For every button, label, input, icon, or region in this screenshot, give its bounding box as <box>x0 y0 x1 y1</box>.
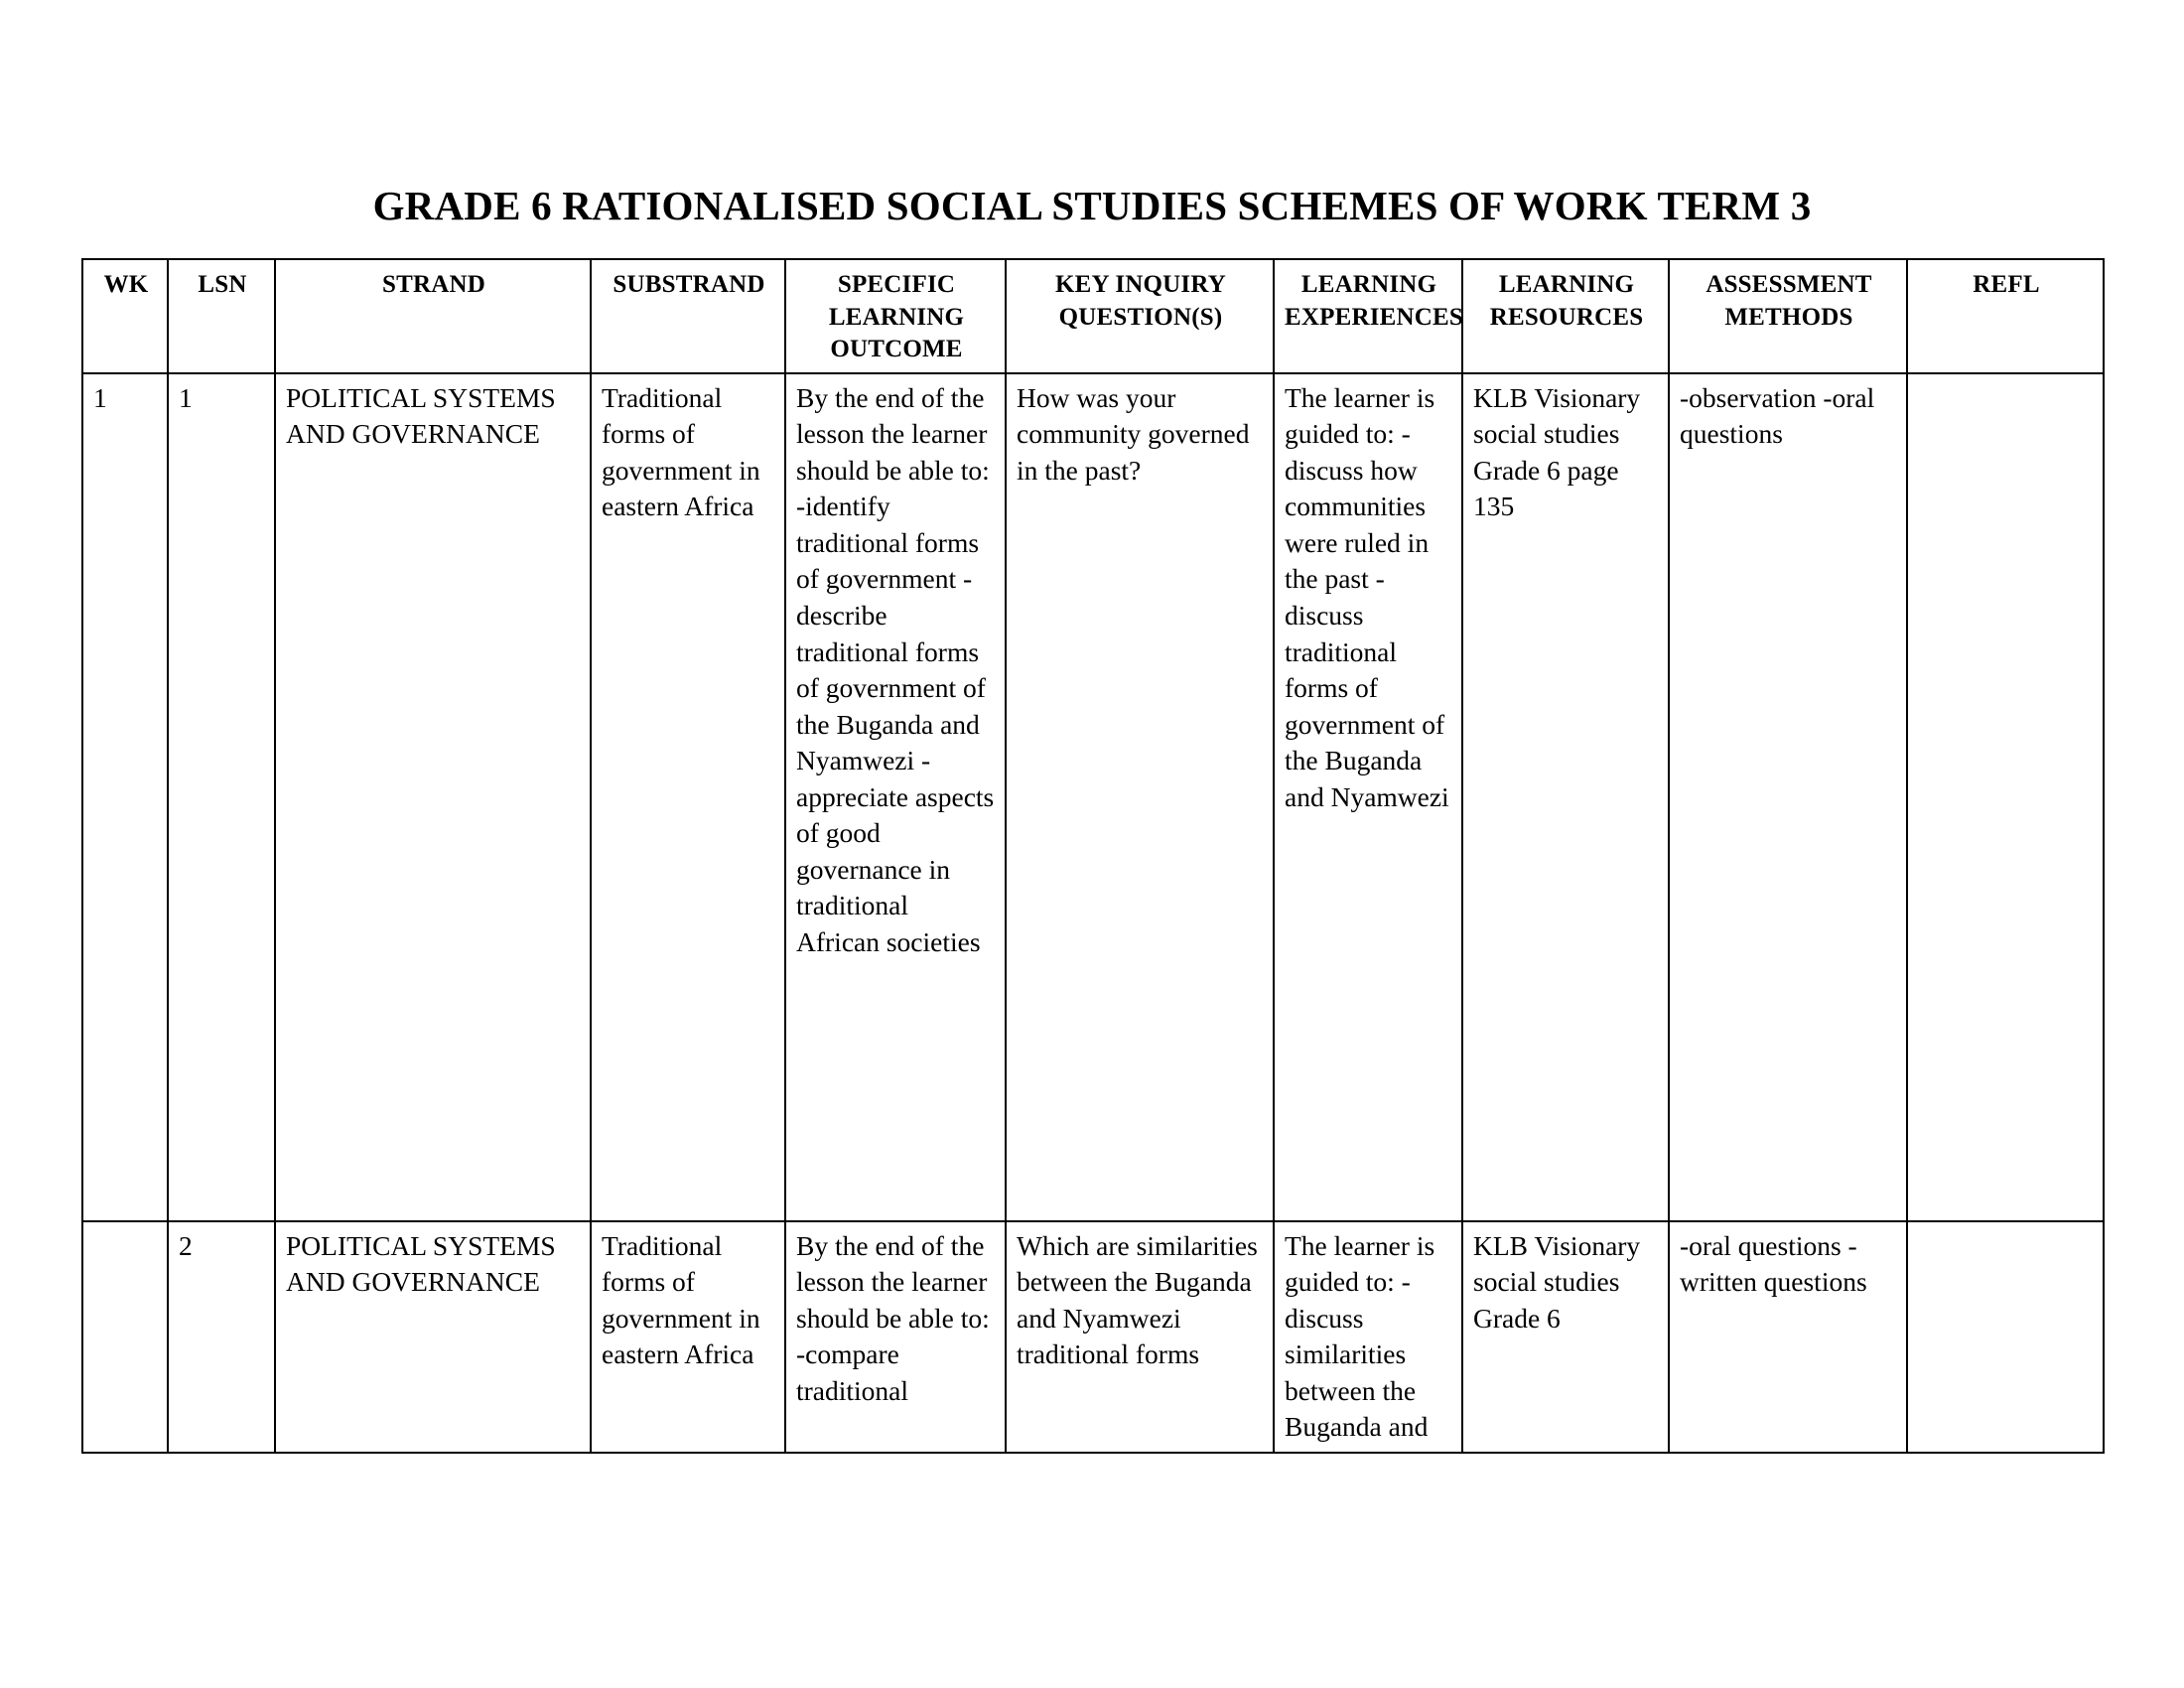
cell-substrand: Traditional forms of government in eastern Africa <box>591 373 785 1221</box>
cell-refl <box>1907 1221 2104 1453</box>
page-title: GRADE 6 RATIONALISED SOCIAL STUDIES SCHEMES OF WORK TERM 3 <box>372 183 1812 228</box>
table-header-row <box>82 259 2104 373</box>
column-header-strand: STRAND <box>275 259 591 373</box>
column-header-refl: REFL <box>1907 259 2104 373</box>
cell-specific-learning-outcome: By the end of the lesson the learner should be able to: -identify traditional forms of government -describe traditional forms of government of the Buganda and Nyamwezi -appreciate aspects of good governance in traditional African societies <box>785 373 1006 1221</box>
cell-learning-resources: KLB Visionary social studies Grade 6 <box>1462 1221 1669 1453</box>
cell-key-inquiry-questions: Which are similarities between the Buganda and Nyamwezi traditional forms <box>1006 1221 1274 1453</box>
table-row <box>82 373 2104 1221</box>
column-header-assessment-methods: ASSESSMENT METHODS <box>1669 259 1907 373</box>
column-header-key-inquiry-questions: KEY INQUIRY QUESTION(S) <box>1006 259 1274 373</box>
column-header-learning-resources: LEARNING RESOURCES <box>1462 259 1669 373</box>
cell-strand: POLITICAL SYSTEMS AND GOVERNANCE <box>275 373 591 1221</box>
cell-wk <box>82 1221 168 1453</box>
column-header-learning-experiences: LEARNING EXPERIENCES <box>1274 259 1462 373</box>
cell-key-inquiry-questions: How was your community governed in the past? <box>1006 373 1274 1221</box>
column-header-wk: WK <box>82 259 168 373</box>
cell-wk: 1 <box>82 373 168 1221</box>
table-row <box>82 1221 2104 1453</box>
schemes-of-work-table <box>81 258 2105 1454</box>
cell-assessment-methods: -observation -oral questions <box>1669 373 1907 1221</box>
cell-specific-learning-outcome: By the end of the lesson the learner should be able to: -compare traditional <box>785 1221 1006 1453</box>
cell-learning-resources: KLB Visionary social studies Grade 6 page 135 <box>1462 373 1669 1221</box>
cell-refl <box>1907 373 2104 1221</box>
cell-strand: POLITICAL SYSTEMS AND GOVERNANCE <box>275 1221 591 1453</box>
cell-learning-experiences: The learner is guided to: -discuss how communities were ruled in the past - discuss traditional forms of government of the Buganda and Nyamwezi <box>1274 373 1462 1221</box>
column-header-specific-learning-outcome: SPECIFIC LEARNING OUTCOME <box>785 259 1006 373</box>
cell-lsn: 1 <box>168 373 275 1221</box>
cell-lsn: 2 <box>168 1221 275 1453</box>
cell-assessment-methods: -oral questions -written questions <box>1669 1221 1907 1453</box>
cell-substrand: Traditional forms of government in eastern Africa <box>591 1221 785 1453</box>
column-header-lsn: LSN <box>168 259 275 373</box>
schemes-table-container <box>0 258 2184 1454</box>
column-header-substrand: SUBSTRAND <box>591 259 785 373</box>
cell-learning-experiences: The learner is guided to: -discuss similarities between the Buganda and <box>1274 1221 1462 1453</box>
